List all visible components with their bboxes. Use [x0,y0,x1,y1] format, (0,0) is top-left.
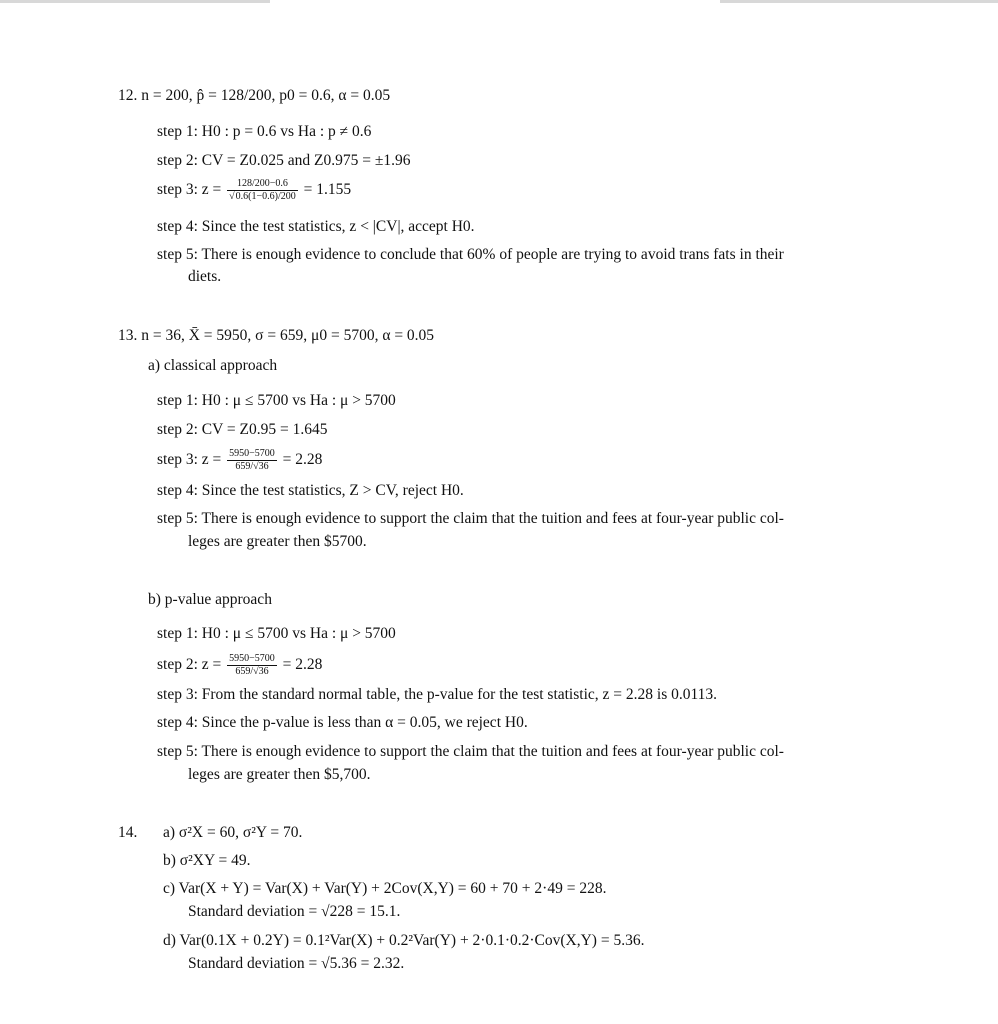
problem-13b-title: b) p-value approach [148,591,272,608]
problem-14c: c) Var(X + Y) = Var(X) + Var(Y) + 2Cov(X,Y) = 60 + 70 + 2·49 = 228. [163,880,607,897]
problem-13a-step-5: step 5: There is enough evidence to support the claim that the tuition and fees at four-year public col- [157,510,784,527]
problem-13b-step-3: step 3: From the standard normal table, the p-value for the test statistic, z = 2.28 is 0.0113. [157,686,718,703]
step-2-result: = 2.28 [282,656,323,674]
problem-13a-step-4: step 4: Since the test statistics, Z > CV, reject H0. [157,482,464,499]
fraction-numerator: 128/200−0.6 [227,178,298,191]
problem-14a: a) σ²X = 60, σ²Y = 70. [163,824,303,841]
step-2-prefix: step 2: z = [157,656,222,674]
sqrt-symbol: √0.6(1−0.6)/200 [229,191,296,202]
problem-14c-sd: Standard deviation = √228 = 15.1. [188,903,401,920]
fraction-numerator: 5950−5700 [229,653,275,664]
problem-14d-sd: Standard deviation = √5.36 = 2.32. [188,955,405,972]
problem-13a-title: a) classical approach [148,357,278,374]
problem-13b-step-1: step 1: H0 : μ ≤ 5700 vs Ha : μ > 5700 [157,625,396,642]
problem-13b-step-4: step 4: Since the p-value is less than α = 0.05, we reject H0. [157,714,528,731]
sqrt-radicand: 0.6(1−0.6)/200 [235,191,296,202]
problem-13a-step-2: step 2: CV = Z0.95 = 1.645 [157,421,328,438]
problem-14-number: 14. [118,824,138,841]
problem-13b-step-5-cont: leges are greater then $5,700. [188,766,371,783]
problem-13-header: 13. n = 36, X̄ = 5950, σ = 659, μ0 = 5700, α = 0.05 [118,327,435,344]
z-fraction [227,448,277,473]
step-3-prefix: step 3: z = [157,451,222,469]
problem-13a-step-5-cont: leges are greater then $5700. [188,533,367,550]
problem-13a-step-3 [157,448,322,473]
z-fraction [227,653,277,678]
problem-12-step-4: step 4: Since the test statistics, z < |CV|, accept H0. [157,218,475,235]
top-edge-decoration [0,0,998,6]
fraction-numerator: 5950−5700 [229,448,275,459]
step-3-result: = 2.28 [282,451,323,469]
z-fraction [227,178,298,203]
problem-12-step-5: step 5: There is enough evidence to conclude that 60% of people are trying to avoid trans fats in their [157,246,784,263]
problem-14b: b) σ²XY = 49. [163,852,251,869]
step-3-prefix: step 3: z = [157,181,222,199]
problem-14d: d) Var(0.1X + 0.2Y) = 0.1²Var(X) + 0.2²Var(Y) + 2·0.1·0.2·Cov(X,Y) = 5.36. [163,932,645,949]
fraction-denominator: 659/√36 [235,666,269,677]
problem-13a-step-1: step 1: H0 : μ ≤ 5700 vs Ha : μ > 5700 [157,392,396,409]
problem-12-header: 12. n = 200, p̂ = 128/200, p0 = 0.6, α = 0.05 [118,87,391,104]
problem-12-step-3 [157,178,351,203]
fraction-denominator: 659/√36 [235,461,269,472]
problem-12-step-1: step 1: H0 : p = 0.6 vs Ha : p ≠ 0.6 [157,123,372,140]
problem-13b-step-2 [157,653,322,678]
problem-12-step-5-cont: diets. [188,268,222,285]
problem-13b-step-5: step 5: There is enough evidence to support the claim that the tuition and fees at four-year public col- [157,743,784,760]
step-3-result: = 1.155 [303,181,352,199]
problem-12-step-2: step 2: CV = Z0.025 and Z0.975 = ±1.96 [157,152,411,169]
fraction-denominator [227,191,298,203]
